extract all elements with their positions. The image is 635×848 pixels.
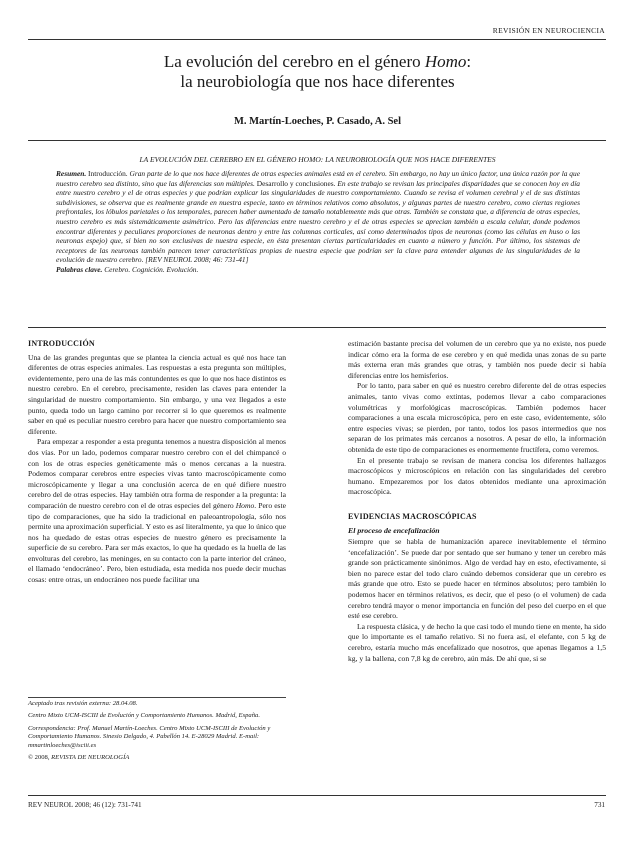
- right-paragraph-2: Por lo tanto, para saber en qué es nuestro cerebro diferente del de otras especies animales, tanto vivas como extintas, podemos llevar a cabo comparaciones volumétricas y morfológicas macroscópicas. También podemos hacer comparaciones a una escala microscópica, pero en este caso, evidentemente, sólo entre especies vivas; se pierden, por tanto, todos los pasos intermedios que nos separan de los primates más cercanos a nosotros. A pesar de ello, la información obtenida de este tipo de comparaciones es enormemente fructífera, como veremos.: [348, 381, 606, 454]
- left-column: [28, 339, 286, 586]
- footer-divider: [28, 795, 606, 796]
- copyright-note: [28, 754, 286, 762]
- intro-p2-text-a: Para empezar a responder a esta pregunta tenemos a nuestra disposición al menos dos vías. Por un lado, podemos comparar nuestro cerebro con el del chimpancé o con los de otras especies genéticamente más o menos cercanas a la nuestra. Podemos comparar cerebros entre especies vivas tanto macroscópicamente como microscópicamente y llegar a una conclusión acerca de en qué difiere nuestro cerebro del de otras especies. Hay también otra forma de responder a la pregunta: la comparación de nuestro cerebro con el de otras especies del género: [28, 437, 286, 510]
- intro-label: Introducción.: [88, 169, 128, 178]
- page-number: 731: [594, 801, 605, 809]
- intro-paragraph-2: [28, 437, 286, 585]
- evidence-heading: EVIDENCIAS MACROSCÓPICAS: [348, 511, 477, 521]
- abstract-intro: Gran parte de lo que nos hace diferentes de otras especies animales está en el cerebro. Sin embargo, no hay un único factor, una única razón por la que nuestro cerebro sea distinto, sino que las diferencias son múltiples.: [56, 169, 580, 188]
- header-divider: [28, 140, 606, 141]
- title-line1-a: La evolución del cerebro en el género: [163, 52, 425, 71]
- right-paragraph-3: En el presente trabajo se revisan de manera concisa los diferentes hallazgos macroscópicos y microscópicos en relación con las singularidades del cerebro humano. Empezaremos por los datos obtenidos mediante una aproximación macroscópica.: [348, 455, 606, 497]
- abstract: [56, 169, 580, 275]
- journal-citation: REV NEUROL 2008; 46 (12): 731-741: [28, 801, 142, 809]
- title-line2: la neurobiología que nos hace diferentes: [180, 72, 455, 91]
- keywords-label: Palabras clave.: [56, 264, 103, 274]
- accepted-note: Aceptado tras revisión externa: 28.04.08.: [28, 700, 138, 707]
- right-column: [348, 339, 606, 664]
- evidence-paragraph-1: Siempre que se habla de humanización aparece inevitablemente el término ‘encefalización’. Se puede dar por sentado que ser humano y tener un cerebro más grande son prácticamente sinónimos. Algo de verdad hay en esto, efectivamente, si bien no parece estar del todo claro cuándo debemos considerar que un cerebro es más grande que otro. Esto se puede hacer en términos absolutos; pero también lo podemos hacer en términos relativos, es decir, que el peso (o el volumen) de cada cerebro tendrá mayor o menor importancia en función del peso del cuerpo en el que esté ese cerebro.: [348, 537, 606, 621]
- article-title: [40, 52, 595, 92]
- intro-heading: INTRODUCCIÓN: [28, 339, 95, 348]
- english-title: LA EVOLUCIÓN DEL CEREBRO EN EL GÉNERO HOMO: LA NEUROBIOLOGÍA QUE NOS HACE DIFERENTES: [139, 155, 496, 164]
- intro-paragraph-1: Una de las grandes preguntas que se plantea la ciencia actual es qué nos hace tan diferentes de otras especies animales. Las respuestas a esta pregunta son múltiples, evidentemente, pero una de las más contundentes es que lo que nos hace distintos es nuestro cerebro. En el cerebro, precisamente, residen las claves para entender la singularidad de nuestro comportamiento. Sin embargo, y una vez llegados a este punto, queda todo un largo camino por recorrer si lo que queremos es realmente saber en qué es peculiar nuestro cerebro para hacer que nuestro comportamiento sea diferente.: [28, 352, 286, 436]
- journal-name: REVISTA DE NEUROLOGÍA: [51, 754, 130, 762]
- top-divider: [28, 39, 606, 40]
- intro-p2-genus: Homo: [235, 500, 255, 510]
- section-label: REVISIÓN EN NEUROCIENCIA: [492, 26, 605, 35]
- right-paragraph-1: estimación bastante precisa del volumen de un cerebro que ya no existe, nos puede indicar cómo era la forma de ese cerebro y en qué medida unas zonas de su parte más externa eran más grandes que otras, y también nos puede decir si había diferencias entre los hemisferios.: [348, 339, 606, 380]
- abstract-label: Resumen.: [56, 169, 87, 178]
- correspondence-note: Correspondencia: Prof. Manuel Martín-Loeches. Centro Mixto UCM-ISCIII de Evolución y Comportamiento Humanos. Sinesio Delgado, 4. Pabellón 14. E-28029 Madrid. E-mail: mmartinloeches@isciii.es: [28, 724, 271, 749]
- dev-label: Desarrollo y conclusiones.: [256, 178, 336, 188]
- title-line1-c: :: [466, 52, 472, 71]
- abstract-dev: En este trabajo se revisan las principales disparidades que se conocen hoy en día entre nuestro cerebro y el de otras especies y que podrían explicar las singularidades de nuestro comportamiento. Cuando se revisa el volumen cerebral y el de sus distintas subdivisiones, se observa que es realmente grande en nuestra especie, tanto en términos relativos como absolutos, y algunas partes de nuestro cerebro, como ciertas regiones prefrontales, los lóbulos parietales o los temporales, parecen haber aumentado de tamaño notablemente más que otras. También se constata que, a diferencia de otras especies, nuestro cerebro es más sistemáticamente asimétrico. Pero las diferencias entre nuestro cerebro y el de otras especies se aprecian también a escala celular, donde podemos encontrar diferentes y peculiares proporciones de neuronas dentro y entre las columnas corticales, así como determinados tipos de neuronas (como las células en huso o las neuronas espejo) que, si bien no son exclusivas de nuestra especie, en ésta presentan ciertas particularidades en cuanto a número y función. Por último, los sistemas de receptores de las neuronas también parecen tener características propias de nuestra especie que podrían ser la clave para entender algunas de las singularidades de la evolución de nuestro cerebro.: [56, 178, 581, 265]
- abstract-divider: [28, 327, 606, 328]
- abstract-citation: [REV NEUROL 2008; 46: 731-41]: [145, 255, 249, 265]
- footnotes: [28, 700, 286, 766]
- title-line1-genus: Homo: [424, 52, 467, 71]
- copyright-symbol: © 2008,: [28, 754, 52, 762]
- evidence-paragraph-2: La respuesta clásica, y de hecho la que casi todo el mundo tiene en mente, ha sido que lo importante es el tamaño relativo. Si no fuera así, el elefante, con 5 kg de cerebro, estaría mucho más encefalizado que nosotros, que apenas llegamos a 1,5 kg, y la ballena, con 7,8 kg de cerebro, aún más. De ahí que, si se: [348, 621, 606, 663]
- evidence-subheading: El proceso de encefalización: [348, 525, 440, 535]
- keywords: Cerebro. Cognición. Evolución.: [104, 264, 199, 274]
- footnote-divider: [28, 697, 286, 698]
- affiliation-note: Centro Mixto UCM-ISCIII de Evolución y Comportamiento Humanos. Madrid, España.: [28, 712, 260, 720]
- author-list: M. Martín-Loeches, P. Casado, A. Sel: [233, 116, 402, 127]
- intro-p2-text-b: . Pero este tipo de comparaciones, que ha sido la tradicional en paleoantropología, sólo nos permite una aproximación superficial. Y esto es así literalmente, ya que lo único que nos ha quedado de estas otras especies de nuestro género es precisamente la superficie de su cerebro. Para ser más exactos, lo que ha quedado es la huella de las envolturas del cerebro, las meninges, en su contacto con la parte interior del cráneo, el llamado ‘endocráneo’. Pero, bien estudiada, esta medida nos puede decir muchas cosas: entre otras, un endocráneo nos puede facilitar una: [28, 500, 286, 585]
